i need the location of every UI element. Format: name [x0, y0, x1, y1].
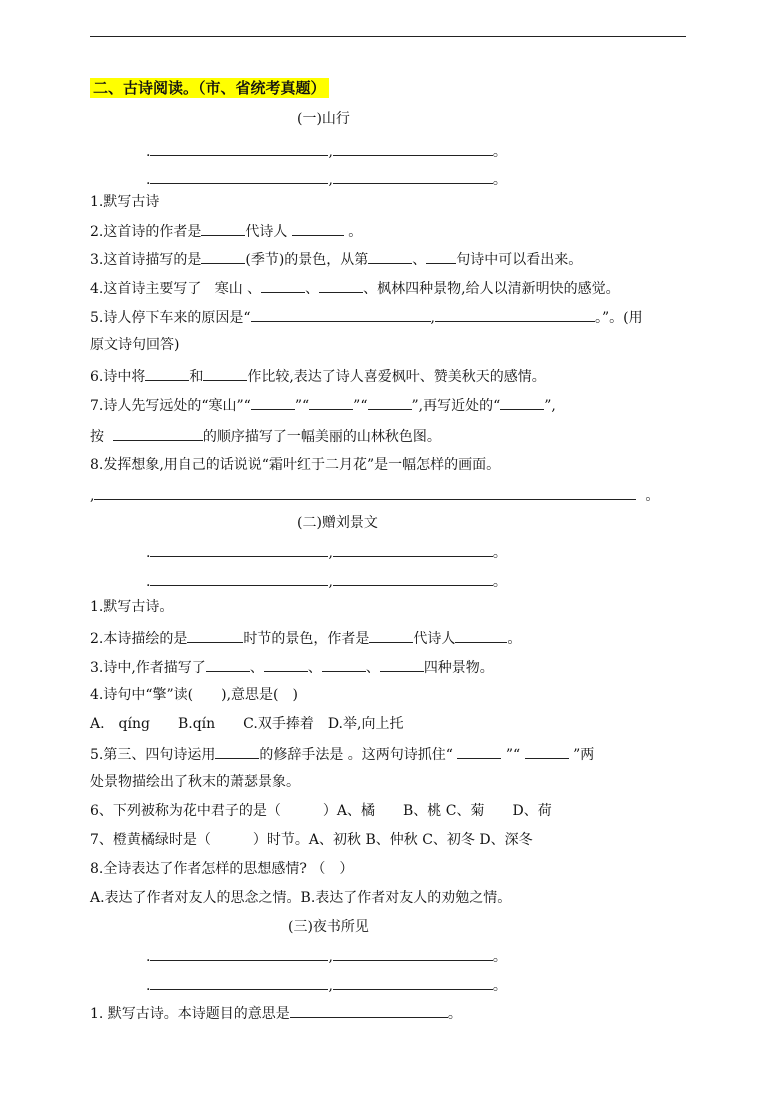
answer-blank[interactable] [150, 141, 328, 156]
answer-blank[interactable] [435, 307, 595, 322]
answer-blank[interactable] [150, 975, 328, 990]
question-1-6: 6.诗中将 和 作比较,表达了诗人喜爱枫叶、赞美秋天的感情。 [90, 366, 546, 386]
header-rule [90, 36, 686, 37]
question-1-4: 4.这首诗主要写了 寒山 、 、 、枫林四种景物,给人以清新明快的感觉。 [90, 278, 620, 298]
answer-blank[interactable] [333, 946, 493, 961]
answer-blank[interactable] [150, 571, 328, 586]
question-1-5-cont: 原文诗句回答) [90, 337, 180, 353]
question-1-7: 7.诗人先写远处的“寒山”“ ”“ ”“ ”,再写近处的“ ”, [90, 395, 556, 415]
section-heading: 二、古诗阅读。（市、省统考真题） [90, 78, 329, 98]
answer-blank[interactable] [426, 249, 456, 264]
answer-blank[interactable] [150, 946, 328, 961]
question-1-8-answer-line: , 。 [90, 485, 659, 505]
answer-blank[interactable] [150, 169, 328, 184]
question-2-5-cont: 处景物描绘出了秋末的萧瑟景象。 [90, 774, 300, 790]
answer-blank[interactable] [333, 571, 493, 586]
answer-blank[interactable] [206, 657, 250, 672]
answer-blank[interactable] [201, 249, 245, 264]
answer-blank[interactable] [309, 395, 353, 410]
answer-blank[interactable] [145, 366, 189, 381]
answer-blank[interactable] [215, 744, 259, 759]
answer-blank[interactable] [322, 657, 366, 672]
question-1-3: 3.这首诗描写的是 (季节)的景色，从第 、 句诗中可以看出来。 [90, 249, 582, 269]
question-2-4: 4.诗句中“擎”读( ),意思是( ) [90, 687, 298, 703]
question-2-7: 7、橙黄橘绿时是（ ）时节。A、初秋 B、仲秋 C、初冬 D、深冬 [90, 832, 533, 848]
question-2-5: 5.第三、四句诗运用 的修辞手法是 。这两句诗抓住“ ”“ ”两 [90, 744, 594, 764]
answer-blank[interactable] [264, 657, 308, 672]
question-2-4-options: A. qíng B.qín C.双手捧着 D.举,向上托 [90, 716, 404, 732]
question-2-3: 3.诗中,作者描写了 、 、 、 四种景物。 [90, 657, 494, 677]
section-heading-row [90, 79, 329, 98]
poem-fill-line: . , 。 [146, 542, 507, 562]
answer-blank[interactable] [333, 169, 493, 184]
poem-title-zengliujingwen: (二)赠刘景文 [297, 515, 378, 531]
answer-blank[interactable] [525, 744, 569, 759]
answer-blank[interactable] [94, 485, 636, 500]
question-2-8-answer: A.表达了作者对友人的思念之情。B.表达了作者对友人的劝勉之情。 [90, 890, 512, 906]
answer-blank[interactable] [333, 542, 493, 557]
answer-blank[interactable] [292, 221, 344, 236]
answer-blank[interactable] [290, 1003, 448, 1018]
answer-blank[interactable] [455, 628, 507, 643]
question-2-1: 1.默写古诗。 [90, 599, 174, 615]
question-1-8: 8.发挥想象,用自己的话说说“霜叶红于二月花”是一幅怎样的画面。 [90, 457, 501, 473]
answer-blank[interactable] [201, 221, 245, 236]
question-2-6: 6、下列被称为花中君子的是（ ）A、橘 B、桃 C、菊 D、荷 [90, 803, 552, 819]
question-1-1: 1.默写古诗 [90, 194, 160, 210]
poem-fill-line: . , 。 [146, 169, 507, 189]
poem-fill-line: . , 。 [146, 571, 507, 591]
answer-blank[interactable] [261, 278, 305, 293]
question-3-1: 1. 默写古诗。本诗题目的意思是 。 [90, 1003, 462, 1023]
question-2-8: 8.全诗表达了作者怎样的思想感情? （ ） [90, 861, 354, 877]
answer-blank[interactable] [333, 975, 493, 990]
answer-blank[interactable] [368, 249, 412, 264]
answer-blank[interactable] [187, 628, 243, 643]
question-2-2: 2.本诗描绘的是 时节的景色，作者是 代诗人 。 [90, 628, 521, 648]
answer-blank[interactable] [251, 395, 295, 410]
poem-title-shanxing: (一)山行 [297, 111, 350, 127]
answer-blank[interactable] [150, 542, 328, 557]
answer-blank[interactable] [333, 141, 493, 156]
question-1-5: 5.诗人停下车来的原因是“ , 。”。(用 [90, 307, 643, 327]
answer-blank[interactable] [457, 744, 501, 759]
question-1-7-cont: 按 的顺序描写了一幅美丽的山林秋色图。 [90, 426, 441, 446]
poem-fill-line: . , 。 [146, 975, 507, 995]
answer-blank[interactable] [368, 395, 412, 410]
answer-blank[interactable] [319, 278, 363, 293]
poem-fill-line: . , 。 [146, 946, 507, 966]
answer-blank[interactable] [203, 366, 247, 381]
answer-blank[interactable] [500, 395, 544, 410]
poem-title-yeshusuojian: (三)夜书所见 [288, 919, 369, 935]
poem-fill-line: . , 。 [146, 141, 507, 161]
answer-blank[interactable] [113, 426, 203, 441]
answer-blank[interactable] [380, 657, 424, 672]
answer-blank[interactable] [251, 307, 431, 322]
question-1-2: 2.这首诗的作者是 代诗人 。 [90, 221, 362, 241]
answer-blank[interactable] [369, 628, 413, 643]
